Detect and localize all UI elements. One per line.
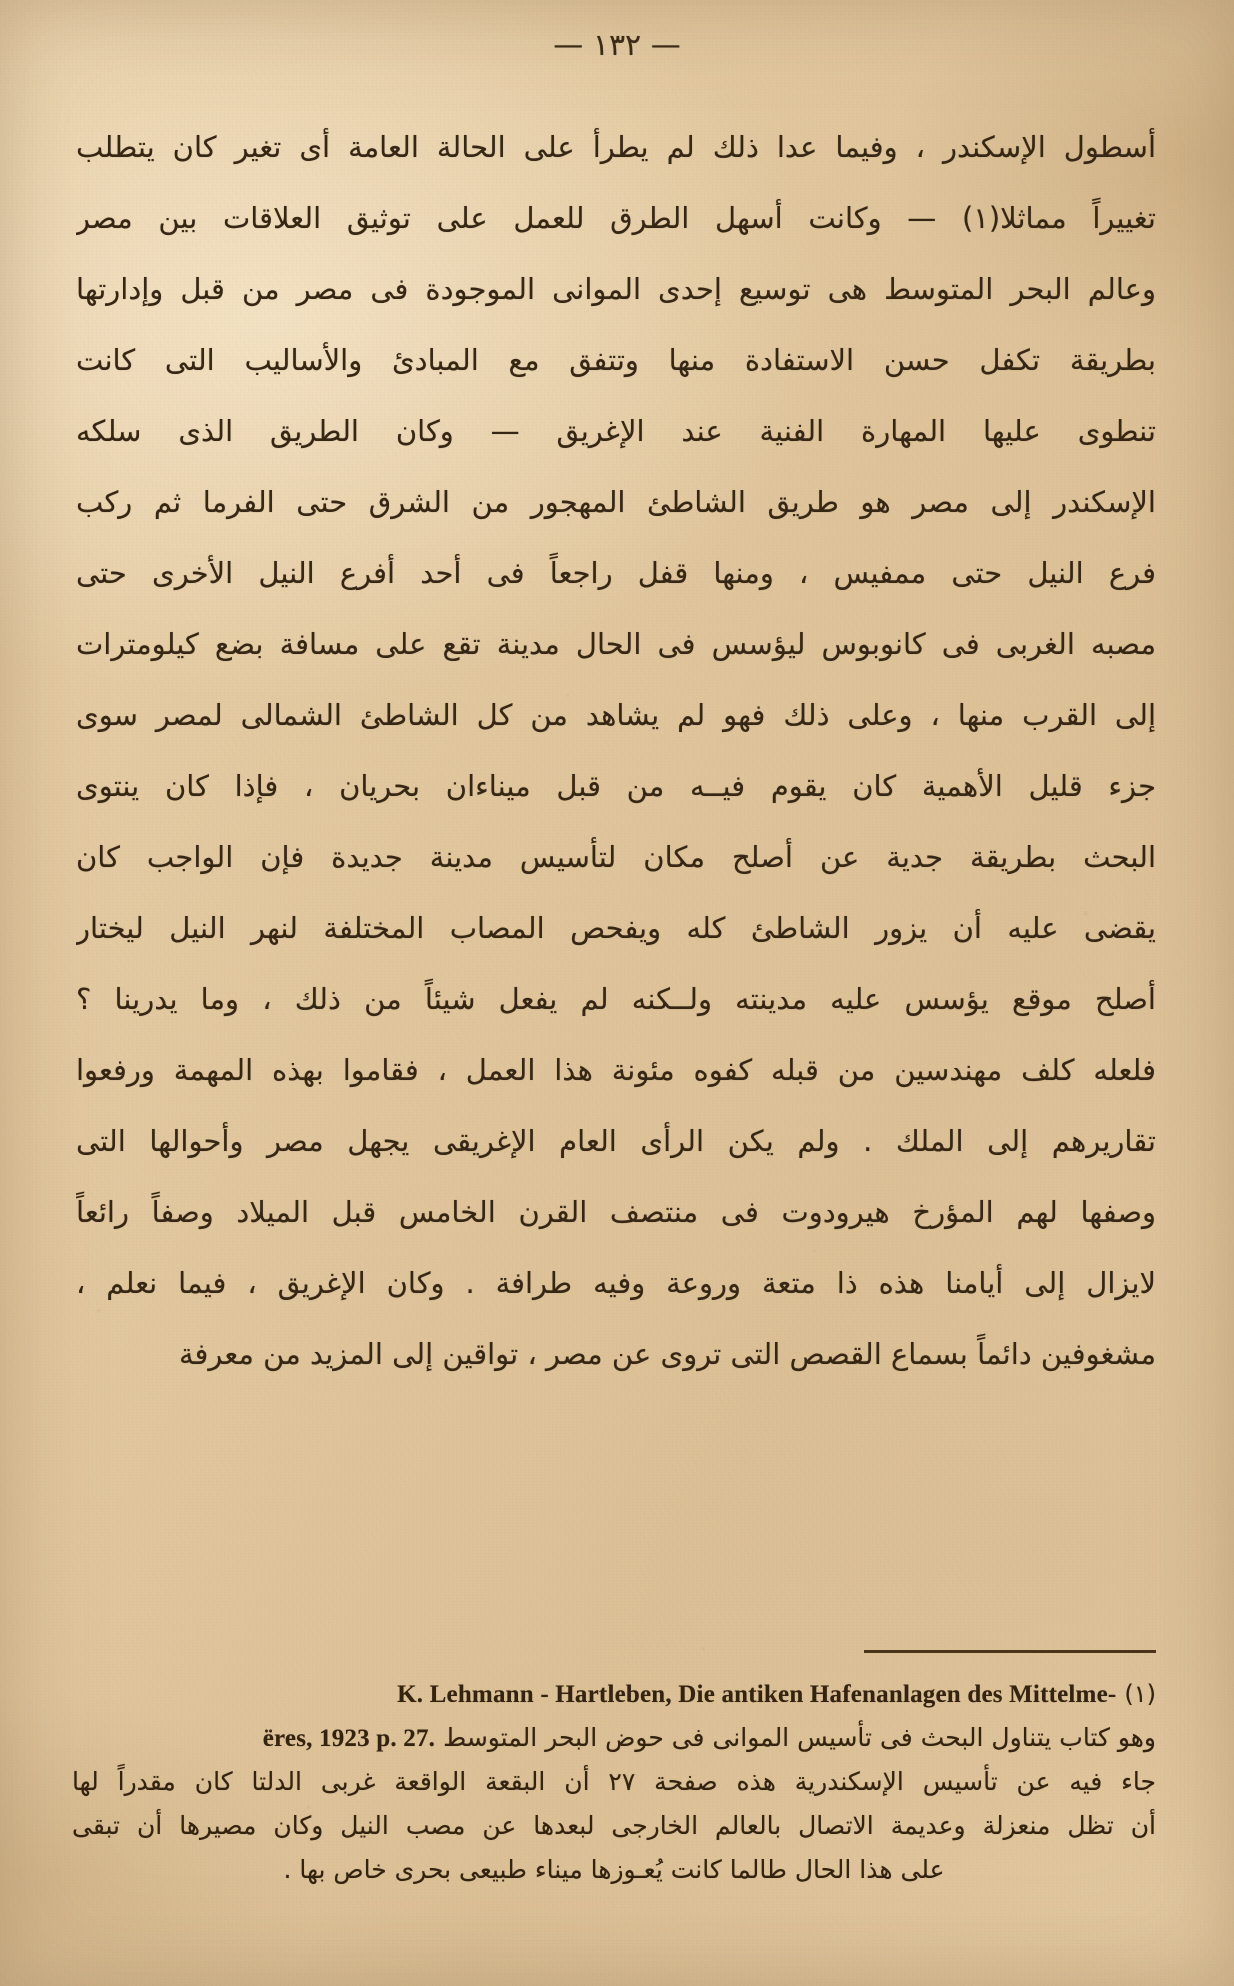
footnote-block	[72, 1672, 1156, 1892]
body-line: لايزال إلى أيامنا هذه ذا متعة وروعة وفيه طرافة . وكان الإغريق ، فيما نعلم ،	[76, 1266, 1156, 1300]
footnote-arabic-text: أن تظل منعزلة وعديمة الاتصال بالعالم الخارجى لبعدها عن مصب النيل وكان مصيرها أن تبقى	[72, 1811, 1156, 1840]
footnote-marker: (١)	[1124, 1680, 1156, 1708]
body-text-block	[76, 112, 1156, 1390]
body-line: فلعله كلف مهندسين من قبله كفوه مئونة هذا العمل ، فقاموا بهذه المهمة ورفعوا	[76, 1053, 1156, 1087]
body-line: فرع النيل حتى ممفيس ، ومنها قفل راجعاً فى أحد أفرع النيل الأخرى حتى	[76, 556, 1156, 590]
footnote-arabic-text: جاء فيه عن تأسيس الإسكندرية هذه صفحة ٢٧ أن البقعة الواقعة غربى الدلتا كان مقدراً لها	[72, 1767, 1156, 1796]
body-line: مشغوفين دائماً بسماع القصص التى تروى عن مصر ، تواقين إلى المزيد من معرفة	[178, 1337, 1156, 1371]
footnote-latin-text: K. Lehmann - Hartleben, Die antiken Hafenanlagen des Mittelme-	[397, 1681, 1117, 1708]
body-line: تقاريرهم إلى الملك . ولم يكن الرأى العام الإغريقى يجهل مصر وأحوالها التى	[76, 1124, 1156, 1158]
body-line: البحث بطريقة جدية عن أصلح مكان لتأسيس مدينة جديدة فإن الواجب كان	[76, 840, 1156, 874]
body-line: تغييراً مماثلا(١) — وكانت أسهل الطرق للعمل على توثيق العلاقات بين مصر	[76, 201, 1156, 235]
body-line: تنطوى عليها المهارة الفنية عند الإغريق — وكان الطريق الذى سلكه	[76, 414, 1156, 448]
body-line: وعالم البحر المتوسط هى توسيع إحدى الموانى الموجودة فى مصر من قبل وإدارتها	[76, 272, 1156, 306]
body-line: بطريقة تكفل حسن الاستفادة منها وتتفق مع المبادئ والأساليب التى كانت	[76, 343, 1156, 377]
body-line: يقضى عليه أن يزور الشاطئ كله ويفحص المصاب المختلفة لنهر النيل ليختار	[76, 911, 1156, 945]
body-line: الإسكندر إلى مصر هو طريق الشاطئ المهجور من الشرق حتى الفرما ثم ركب	[76, 485, 1156, 519]
page-number: — ١٣٢ —	[553, 28, 681, 63]
body-line: أسطول الإسكندر ، وفيما عدا ذلك لم يطرأ على الحالة العامة أى تغير كان يتطلب	[76, 130, 1156, 164]
footnote-latin-text: ёres, 1923 p. 27.	[262, 1725, 436, 1752]
body-line: أصلح موقع يؤسس عليه مدينته ولــكنه لم يفعل شيئاً من ذلك ، وما يدرينا ؟	[76, 982, 1156, 1016]
footnote-line	[72, 1804, 1156, 1848]
body-line: إلى القرب منها ، وعلى ذلك فهو لم يشاهد من كل الشاطئ الشمالى لمصر سوى	[76, 698, 1156, 732]
body-line: وصفها لهم المؤرخ هيرودوت فى منتصف القرن الخامس قبل الميلاد وصفاً رائعاً	[76, 1195, 1156, 1229]
body-line: مصبه الغربى فى كانوبوس ليؤسس فى الحال مدينة تقع على مسافة بضع كيلومترات	[76, 627, 1156, 661]
footnote-line	[72, 1716, 1156, 1760]
footnote-separator-rule	[864, 1650, 1156, 1653]
footnote-line	[72, 1848, 1156, 1892]
footnote-line	[72, 1760, 1156, 1804]
footnote-line	[72, 1672, 1156, 1716]
body-line: جزء قليل الأهمية كان يقوم فيــه من قبل ميناءان بحريان ، فإذا كان ينتوى	[76, 769, 1156, 803]
footnote-arabic-text: وهو كتاب يتناول البحث فى تأسيس الموانى فى حوض البحر المتوسط	[443, 1723, 1156, 1752]
footnote-arabic-text: على هذا الحال طالما كانت يُعـوزها ميناء طبيعى بحرى خاص بها .	[283, 1855, 945, 1884]
page-folio	[0, 28, 1234, 63]
